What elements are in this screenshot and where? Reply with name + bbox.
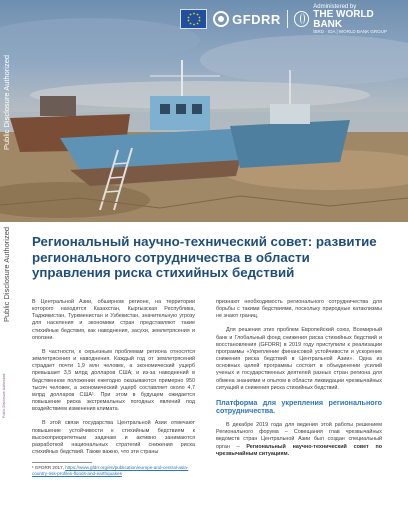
- footnote-link[interactable]: https://www.gfdrr.org/en/publication/europe-and-central-asia-country-risk-profiles-floods-and-earthquakes: [32, 465, 189, 477]
- paragraph-hazards: В частности, к серьезным проблемам региона относятся землетрясения и наводнения. Каждый год от землетрясений страдает почти 1,9 млн человек, а экономический ущерб превышает 3,5 млрд долларов США; и из-за наводнений в бедственном положении ежегодно оказываются примерно 950 тысяч человек, а экономический ущерб составляет около 4,7 млрд долларов США¹. При этом в будущем ожидается повышение риска экстремальных погодных явлений под воздействием изменения климата.: [32, 348, 195, 413]
- right-column: [216, 299, 382, 465]
- paragraph-cooperation: признают необходимость регионального сотрудничества для борьбы с такими бедствиями, поскольку природные катаклизмы не знают границ.: [216, 299, 382, 320]
- left-column: [32, 299, 195, 463]
- gfdrr-mark-icon: [213, 11, 229, 27]
- world-bank-group: IBRD · IDA | WORLD BANK GROUP: [313, 28, 387, 34]
- disclosure-watermark-middle: Public Disclosure Authorized: [2, 226, 11, 322]
- footnote-rule: [32, 462, 92, 463]
- paragraph-intro: В Центральной Азии, обширном регионе, на территории которого находятся Казахстан, Кыргызская Республика, Таджикистан, Туркменистан и Узбекистан, значительную угрозу для населения и экономики стран представляют такие стихийные бедствия, как наводнения, засухи, землетрясения и оползни.: [32, 299, 195, 341]
- gfdrr-label: GFDRR: [232, 11, 281, 27]
- world-bank-logo: [294, 4, 402, 35]
- footnote-text: ¹ GFDRR 2017,: [32, 465, 64, 470]
- paragraph-priorities: В этой связи государства Центральной Азии отмечают повышение устойчивости к стихийным бедствиям к высокоприоритетным задачам и активно занимаются разработкой национальных стратегий снижения риска стихийных бедствий. Также важно, что эти страны: [32, 420, 195, 455]
- world-bank-globe-icon: [294, 11, 309, 27]
- world-bank-administered-by: Administered by: [313, 3, 357, 10]
- hero-photo: [0, 0, 408, 222]
- paragraph-program: Для решения этих проблем Европейский союз, Всемирный банк и Глобальный фонд снижения риска стихийных бедствий и восстановления (GFDRR) в 2019 году приступили к реализации программы «Укрепление финансовой устойчивости и ускорение снижения риска бедствий в Центральной Азии». Одна из основных целей программы состоит в объединении усилий ученых и государственных деятелей разных стран региона для обмена знаниями и опытом в области ликвидации чрезвычайных ситуаций и снижения риска стихийных бедствий.: [216, 327, 382, 391]
- gfdrr-logo: [213, 11, 281, 27]
- document-title: Региональный научно-технический совет: развитие регионального сотрудничества в области управления риска стихийных бедствий: [32, 234, 377, 281]
- paragraph-council: [216, 422, 382, 458]
- footnote: [32, 465, 197, 477]
- section-heading-platform: Платформа для укрепления регионального сотрудничества.: [216, 397, 382, 416]
- eu-flag-icon: [180, 9, 207, 29]
- paragraph-council-bold: Региональный научно-технический совет по чрезвычайным ситуациям.: [216, 443, 382, 457]
- logo-bar: [180, 3, 402, 34]
- disclosure-watermark-bottom: Public Disclosure Authorized: [2, 373, 6, 418]
- world-bank-name: THE WORLD BANK: [313, 8, 374, 30]
- paragraph-council-text: В декабре 2019 года для ведения этой работы решением Регионального форума – Совещания глав чрезвычайных ведомств стран Центральной Азии был создан специальный орган –: [216, 422, 382, 450]
- logo-divider: [287, 10, 288, 28]
- disclosure-watermark-top: Public Disclosure Authorized: [2, 54, 11, 150]
